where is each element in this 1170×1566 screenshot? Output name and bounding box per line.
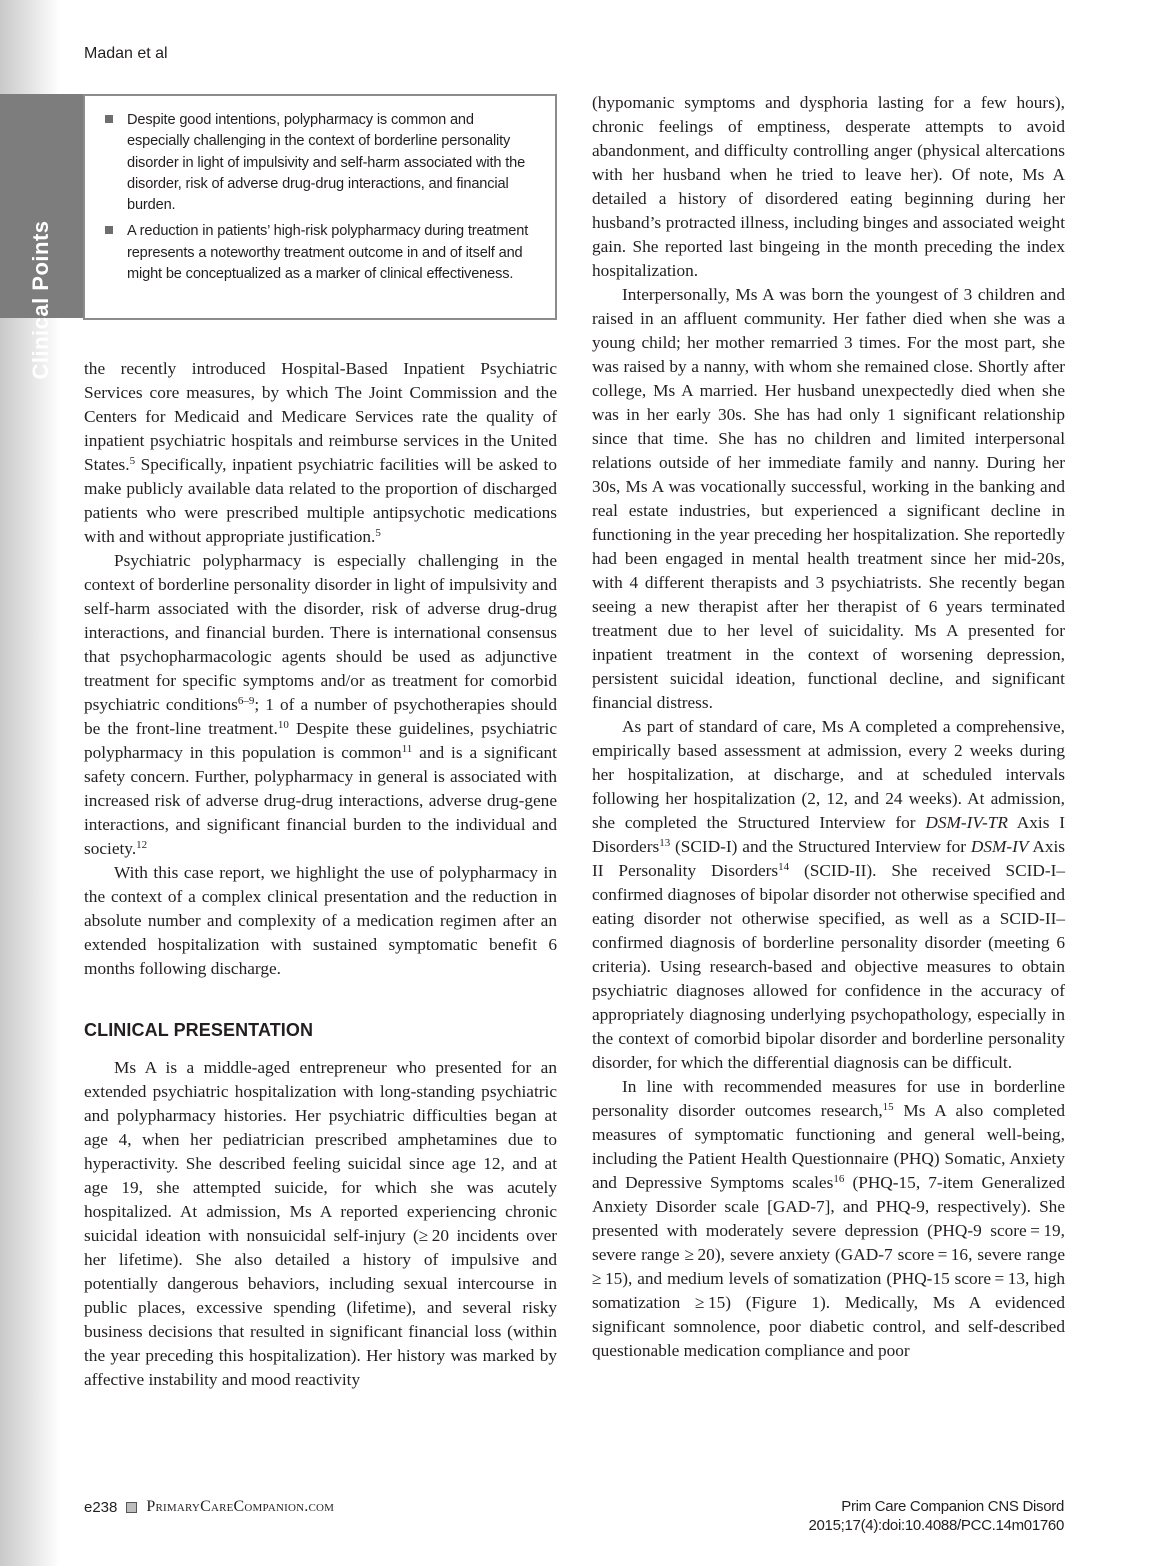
doi-citation[interactable]: 2015;17(4):doi:10.4088/PCC.14m01760 — [808, 1517, 1064, 1534]
text-run: ; 1 of a number of psychotherapies should be the front-line treatment. — [84, 695, 557, 738]
square-bullet-icon — [105, 115, 113, 123]
paragraph: Interpersonally, Ms A was born the youngest of 3 children and raised in an affluent community. Her father died when she was a young child; her mother remarried 3 times. For the most part, she was raised by a nanny, with whom she remained close. Shortly after college, Ms A married. Her husband unexpectedly died when she was in her early 30s. She has had only 1 significant relationship since that time. She has no children and limited interpersonal relations outside of her immediate family and nanny. During her 30s, Ms A was vocationally successful, working in the banking and real estate industries, but experienced a significant decline in functioning in the year preceding her hospitalization. She reportedly had been engaged in mental health treatment since her mid-20s, with 4 different therapists and 3 psychiatrists. She recently began seeing a new therapist after her therapist of 6 years terminated treatment due to her level of suicidality. Ms A presented for inpatient treatment in the context of worsening depression, persistent suicidal ideation, functional decline, and significant financial distress. — [592, 285, 1065, 712]
left-column — [84, 357, 557, 1392]
clinical-points-box — [83, 94, 557, 320]
paragraph: With this case report, we highlight the use of polypharmacy in the context of a complex clinical presentation and the reduction in absolute number and complexity of a medication regimen after an extended hospitalization with sustained symptomatic benefit 6 months following discharge. — [84, 863, 557, 978]
paragraph: Ms A is a middle-aged entrepreneur who presented for an extended psychiatric hospitalization with long-standing psychiatric and polypharmacy histories. Her psychiatric difficulties began at age 4, when her pediatrician prescribed amphetamines due to hyperactivity. She described feeling suicidal since age 12, and at age 19, she attempted suicide, for which she was acutely hospitalized. At admission, Ms A reported experiencing chronic suicidal ideation with nonsuicidal self-injury (≥ 20 incidents over her lifetime). She also detailed a history of impulsive and potentially dangerous behaviors, including sexual intercourse in public places, excessive spending (lifetime), and several risky business decisions that resulted in significant financial loss (within the year preceding this hospitalization). Her history was marked by affective instability and mood reactivity — [84, 1058, 557, 1389]
text-run: Ms A also completed measures of symptomatic functioning and general well-being, including the Patient Health Questionnaire (PHQ) Somatic, Anxiety and Depressive Symptoms scales — [592, 1101, 1066, 1192]
citation-ref[interactable]: 5 — [375, 527, 381, 539]
citation-ref[interactable]: 11 — [401, 743, 413, 755]
citation-ref[interactable]: 10 — [277, 719, 289, 731]
footer-left — [84, 1498, 334, 1516]
clinical-point-text: A reduction in patients’ high-risk polypharmacy during treatment represents a noteworthy treatment outcome in and of itself and might be conceptualized as a marker of clinical effectiveness. — [127, 223, 529, 283]
paragraph — [84, 357, 557, 549]
right-column — [592, 91, 1065, 1363]
paragraph — [592, 1075, 1065, 1363]
text-run: Psychiatric polypharmacy is especially challenging in the context of borderline personality disorder in light of impulsivity and self-harm associated with the disorder, risk of adverse drug-drug interactions, and financial burden. There is international consensus that psychopharmacologic agents should be used as adjunctive treatment for specific symptoms and/or as treatment for comorbid psychiatric conditions — [84, 551, 557, 714]
clinical-point-item — [103, 110, 537, 216]
clinical-points-list — [85, 96, 555, 285]
text-run: (PHQ-15, 7-item Generalized Anxiety Disorder scale [GAD-7], and PHQ-9, respectively). She presented with moderately severe depression (PHQ-9 score = 19, severe range ≥ 20), severe anxiety (GAD-7 score = 16, severe range ≥ 15), and medium levels of somatization (PHQ-15 score = 13, high somatization ≥ 15) (Figure 1). Medically, Ms A evidenced significant somnolence, poor diabetic control, and self-described questionable medication compliance and poor — [592, 1173, 1065, 1360]
text-run: Axis II Personality Disorders — [592, 837, 1065, 880]
square-bullet-icon — [105, 226, 113, 234]
clinical-points-tab — [0, 94, 83, 380]
text-run: Despite these guidelines, psychiatric polypharmacy in this population is common — [84, 719, 558, 762]
journal-website-link[interactable]: PrimaryCareCompanion.com — [146, 1498, 335, 1515]
citation-ref[interactable]: 15 — [882, 1101, 894, 1113]
text-run: and is a significant safety concern. Further, polypharmacy in general is associated with increased risk of adverse drug-drug interactions, adverse drug-gene interactions, and significant financial burden to the individual and society. — [84, 743, 557, 858]
running-head: Madan et al — [84, 45, 168, 62]
citation-ref[interactable]: 14 — [778, 861, 790, 873]
paragraph — [84, 549, 557, 861]
citation-ref[interactable]: 16 — [833, 1173, 845, 1185]
text-run: Axis I Disorders — [592, 813, 1065, 856]
section-heading: CLINICAL PRESENTATION — [84, 1020, 314, 1040]
citation-ref[interactable]: 12 — [136, 839, 148, 851]
clinical-point-item — [103, 221, 537, 285]
citation-ref[interactable]: 5 — [129, 455, 136, 467]
journal-name: Prim Care Companion CNS Disord — [841, 1498, 1064, 1515]
text-run: In line with recommended measures for use in borderline personality disorder outcomes research, — [592, 1077, 1065, 1120]
text-run: (SCID-I) and the Structured Interview for — [670, 837, 971, 856]
paragraph — [592, 715, 1065, 1075]
square-separator-icon — [126, 1502, 137, 1513]
clinical-points-label: Clinical Points — [28, 220, 53, 380]
italic-term: DSM-IV-TR — [925, 813, 1008, 832]
italic-term: DSM-IV — [970, 837, 1029, 856]
text-run: As part of standard of care, Ms A completed a comprehensive, empirically based assessment at admission, every 2 weeks during her hospitalization, at discharge, and at scheduled intervals following her hospitalization (2, 12, and 24 weeks). At admission, she completed the Structured Interview for — [592, 717, 1065, 832]
text-run: (SCID-II). She received SCID-I–confirmed diagnoses of bipolar disorder not otherwise specified and eating disorder not otherwise specified, as well as a SCID-II–confirmed diagnosis of borderline personality disorder (meeting 6 criteria). Using research-based and objective measures to obtain psychiatric diagnoses allowed for confidence in the accuracy of appropriately diagnosing underlying psychopathology, especially in the context of comorbid bipolar disorder and borderline personality disorder, for which the differential diagnosis can be difficult. — [592, 861, 1065, 1072]
text-run: the recently introduced Hospital-Based Inpatient Psychiatric Services core measures, by which The Joint Commission and the Centers for Medicaid and Medicare Services rate the quality of inpatient psychiatric hospitals and reimburse services in the United States. — [84, 359, 557, 474]
footer-right — [808, 1497, 1064, 1535]
citation-ref[interactable]: 13 — [659, 837, 671, 849]
clinical-point-text: Despite good intentions, polypharmacy is common and especially challenging in the context of borderline personality disorder in light of impulsivity and self-harm associated with the disorder, risk of adverse drug-drug interactions, and financial burden. — [127, 112, 526, 214]
citation-ref[interactable]: 6–9 — [237, 695, 255, 707]
page-number: e238 — [84, 1498, 118, 1516]
paragraph: (hypomanic symptoms and dysphoria lasting for a few hours), chronic feelings of emptiness, desperate attempts to avoid abandonment, and difficulty controlling anger (physical altercations with her husband when he tried to leave her). Of note, Ms A detailed a history of disordered eating beginning during her husband’s protracted illness, including binges and associated weight gain. She reported last bingeing in the month preceding the index hospitalization. — [592, 93, 1065, 280]
text-run: Specifically, inpatient psychiatric facilities will be asked to make publicly available data related to the proportion of discharged patients who were prescribed multiple antipsychotic medications with and without appropriate justification. — [84, 455, 557, 546]
